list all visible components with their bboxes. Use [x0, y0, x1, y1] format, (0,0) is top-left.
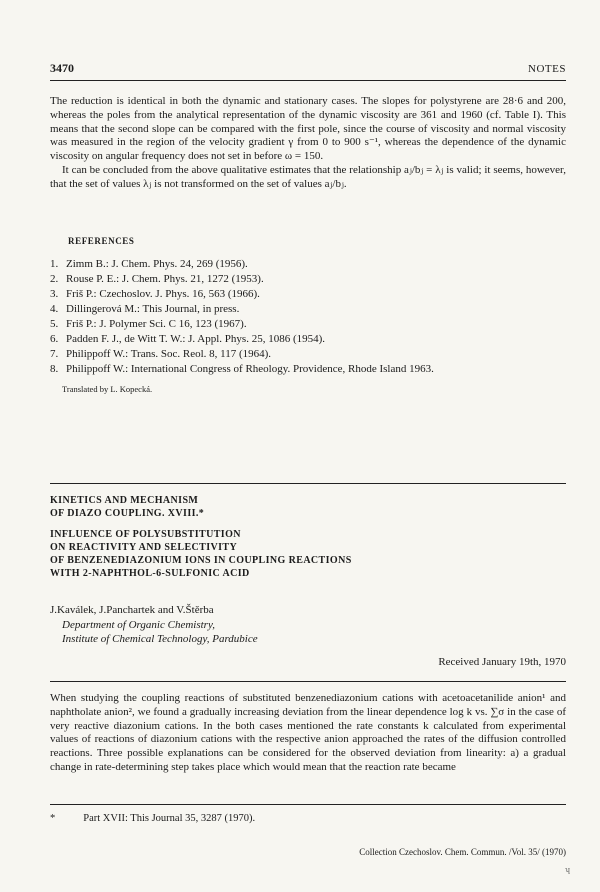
- reference-item: 3. Friš P.: Czechoslov. J. Phys. 16, 563 (1966).: [50, 288, 260, 300]
- article-affiliation: Department of Organic Chemistry, Institute of Chemical Technology, Pardubice: [62, 619, 258, 645]
- reference-item: 5. Friš P.: J. Polymer Sci. C 16, 123 (1967).: [50, 318, 247, 330]
- footnote-rule: [50, 804, 566, 805]
- article-separator-rule: [50, 483, 566, 484]
- notes-body: [50, 95, 566, 192]
- references-list: [50, 257, 566, 377]
- reference-item: 2. Rouse P. E.: J. Chem. Phys. 21, 1272 (1953).: [50, 273, 264, 285]
- page-number: 3470: [50, 61, 74, 75]
- header-rule: [50, 80, 566, 81]
- reference-item: 7. Philippoff W.: Trans. Soc. Reol. 8, 117 (1964).: [50, 348, 272, 360]
- reference-item: 8. Philippoff W.: International Congress of Rheology. Providence, Rhode Island 1963.: [50, 363, 434, 375]
- reference-item: 4. Dillingerová M.: This Journal, in press.: [50, 303, 240, 315]
- reference-item: 6. Padden F. J., de Witt T. W.: J. Appl. Phys. 25, 1086 (1954).: [50, 333, 326, 345]
- references-heading: REFERENCES: [68, 236, 135, 246]
- paragraph: When studying the coupling reactions of substituted benzenediazonium cations with acetoacetanilide anion¹ and naphtholate anion², we found a gradually increasing deviation from the linear dependence log k vs. ∑σ in the case of very reactive diazonium cations. In the both cases mentioned the rate constants k calculated from experimental values of reactions of diazonium cations with the respective anion approached the rates of the diffusion controlled reactions. Three possible explanations can be considered for the observed deviation from linearity: a) a gradual change in rate-determining step takes place which would mean that the reaction rate became: [50, 692, 566, 773]
- article-body: [50, 692, 566, 775]
- footnote-mark: *: [50, 813, 56, 824]
- footnote-text: Part XVII: This Journal 35, 3287 (1970).: [83, 813, 256, 824]
- article-authors: J.Kaválek, J.Panchartek and V.Štěrba: [50, 604, 214, 616]
- received-date: Received January 19th, 1970: [438, 656, 566, 668]
- article-title: KINETICS AND MECHANISM OF DIAZO COUPLING. XVIII.* INFLUENCE OF POLYSUBSTITUTION ON REACTIVITY AND SELECTIVITY OF BENZENEDIAZONIUM IONS IN COUPLING REACTIONS WITH 2-NAPHTHOL-6-SULFONIC ACID: [50, 495, 352, 579]
- page-header: [50, 61, 566, 77]
- footnote: [50, 813, 566, 824]
- paragraph: The reduction is identical in both the dynamic and stationary cases. The slopes for polystyrene are 28·6 and 200, whereas the poles from the analytical representation of the dynamic viscosity are 361 and 1960 (cf. Table I). This means that the second slope can be compared with the first pole, since the course of viscosity and normal viscosity was measured in the region of the velocity gradient γ from 0 to 900 s⁻¹, whereas the dependence of the dynamic viscosity on angular frequency does not set in before ω = 150.: [50, 95, 566, 163]
- scan-mark: ʮ: [565, 865, 570, 874]
- reference-item: 1. Zimm B.: J. Chem. Phys. 24, 269 (1956).: [50, 258, 248, 270]
- section-title: NOTES: [528, 63, 566, 75]
- translator-credit: Translated by L. Kopecká.: [62, 384, 153, 394]
- abstract-rule: [50, 681, 566, 682]
- paragraph: It can be concluded from the above qualitative estimates that the relationship aⱼ/bⱼ = λⱼ is valid; it seems, however, that the set of values λⱼ is not transformed on the set of values aⱼ/bⱼ.: [50, 163, 566, 190]
- journal-footer: Collection Czechoslov. Chem. Commun. /Vol. 35/ (1970): [359, 847, 566, 857]
